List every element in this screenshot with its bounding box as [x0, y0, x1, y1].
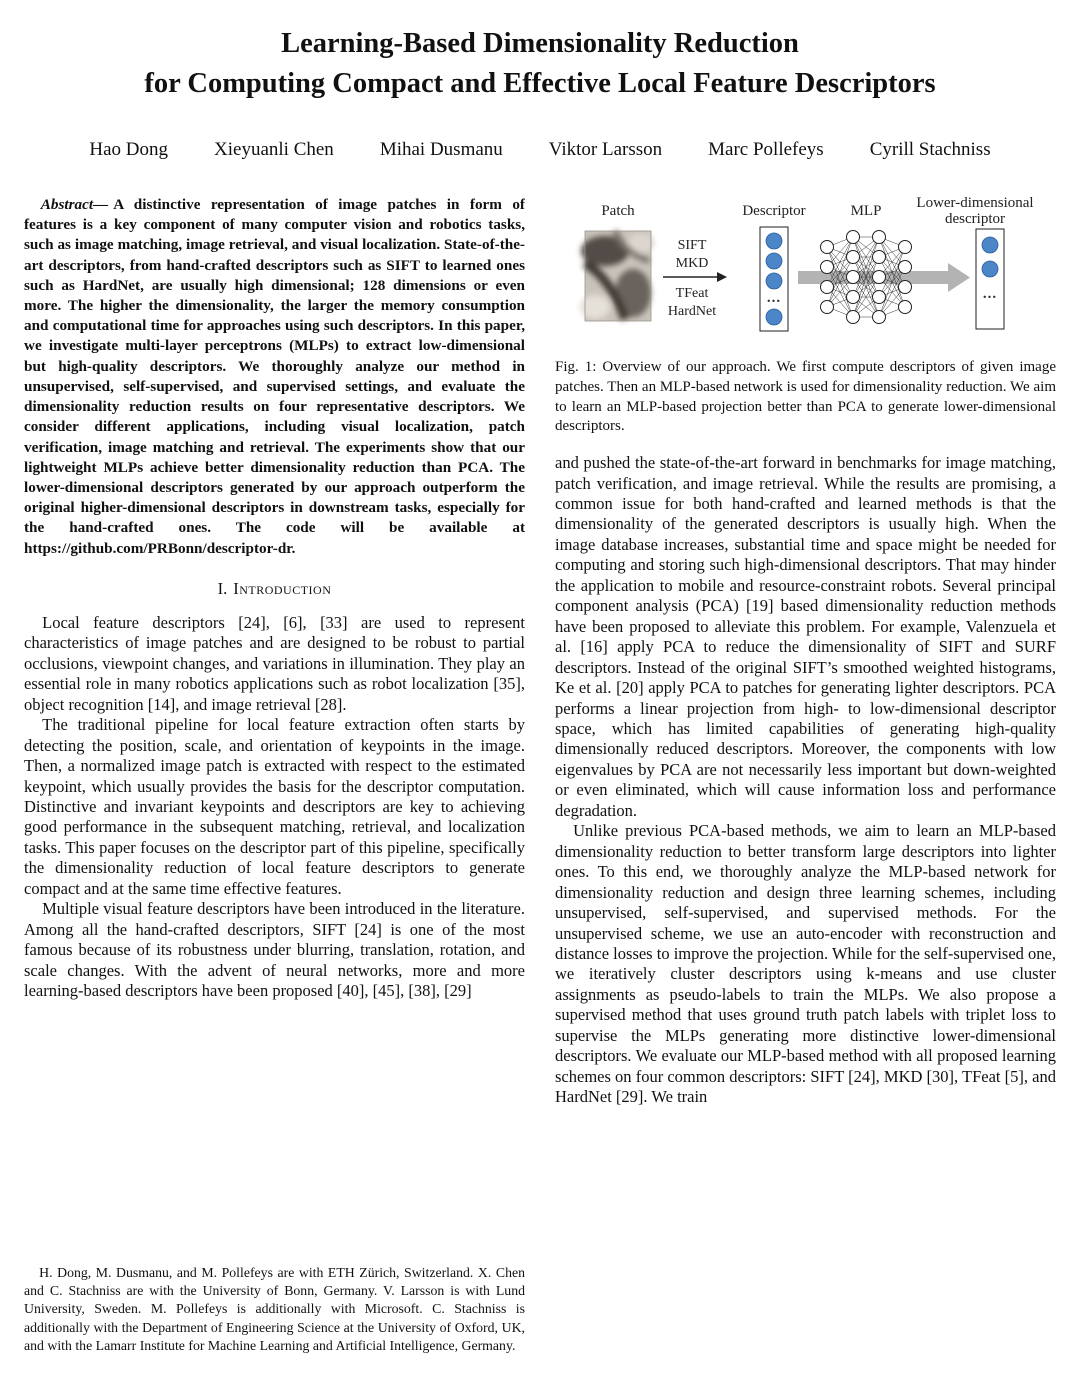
mlp-node: [873, 270, 886, 283]
two-column-body: [24, 195, 1056, 1355]
right-paragraph-2: Unlike previous PCA-based methods, we aim to learn an MLP-based dimensionality reduction to better transform large descriptors into lighter ones. To this end, we thoroughly analyze the MLP-based network for dimensionality reduction and design three learning schemes, including unsupervised, self-supervised, and supervised methods. For the unsupervised scheme, we use an auto-encoder with reconstruction and distance losses to improve the projection. While for the self-supervised one, we iteratively cluster descriptors using k-means and use cluster assignments as pseudo-labels to train the MLPs. We also propose a supervised method that uses ground truth patch labels with triplet loss to supervise the MLPs generating more distinctive lower-dimensional descriptors. We evaluate our MLP-based method with all proposed learning schemes on four common descriptors: SIFT [24], MKD [30], TFeat [5], and HardNet [29]. We train: [555, 821, 1056, 1107]
section-title: Introduction: [233, 578, 332, 598]
mlp-node: [821, 280, 834, 293]
mlp-node: [873, 310, 886, 323]
descriptor-dot: [766, 253, 782, 269]
lower-dim-dot: [982, 237, 998, 253]
mlp-node: [847, 230, 860, 243]
method-sift: SIFT: [677, 237, 707, 253]
patch-to-descriptor-arrow: [663, 272, 727, 282]
author-name: Mihai Dusmanu: [379, 138, 503, 160]
author-name: Marc Pollefeys: [708, 138, 824, 160]
descriptor-vector: [760, 227, 788, 331]
mlp-node: [899, 240, 912, 253]
method-hardnet: HardNet: [667, 303, 717, 319]
right-paragraph-1: and pushed the state-of-the-art forward in benchmarks for image matching, patch verification, and image retrieval. While the results are promising, a common issue for both hand-crafted and learned methods is that the dimensionality of the generated descriptors is usually high. When the image database increases, substantial time and space might be needed for computing and storing such high-dimensional descriptors. That may hinder the application to mobile and resource-constraint robots. Several principal component analysis (PCA) [19] based dimensionality reduction methods have been proposed to alleviate this problem. For example, Valenzuela et al. [16] apply PCA to reduce the dimensionality of SIFT and SURF descriptors. Instead of the original SIFT’s smoothed weighted histograms, Ke et al. [20] apply PCA to patches for generating lighter descriptors. PCA performs a linear projection from high- to low-dimensional descriptor space, which has limited capabilities of generating high-quality dimensionally reduced descriptors. Moreover, the components with low eigenvalues by PCA are not necessarily less important but down-weighted or even eliminated, which will cause information loss and performance degradation.: [555, 453, 1056, 820]
mlp-node: [847, 310, 860, 323]
method-tfeat: TFeat: [675, 285, 709, 301]
mlp-node: [847, 270, 860, 283]
abstract-label: Abstract—: [40, 195, 109, 213]
descriptor-dot: [766, 233, 782, 249]
lower-dim-dot: [982, 261, 998, 277]
author-name: Cyrill Stachniss: [869, 138, 991, 160]
paper-title: [0, 0, 1080, 105]
mlp-node: [821, 240, 834, 253]
section-number: I.: [217, 578, 228, 598]
right-column: [555, 195, 1056, 1355]
abstract: [24, 195, 525, 559]
patch-label: Patch: [601, 202, 635, 219]
abstract-text: A distinctive representation of image patches in form of features is a key component of many computer vision and robotics tasks, such as image matching, image retrieval, and visual localization. State-of-the-art descriptors, from hand-crafted descriptors such as SIFT to learned ones such as HardNet, are usually high dimensional; 128 dimensions or even more. The higher the dimensionality, the larger the memory consumption and computational time for approaches using such descriptors. In this paper, we investigate multi-layer perceptrons (MLPs) to extract low-dimensional but high-quality descriptors. We thoroughly analyze our method in unsupervised, self-supervised, and supervised settings, and evaluate the dimensionality reduction results on four representative descriptors. We consider different applications, including visual localization, patch verification, image matching and retrieval. The experiments show that our lightweight MLPs achieve better dimensionality reduction than PCA. The lower-dimensional descriptors generated by our approach outperform the original higher-dimensional descriptors in downstream tasks, especially for the hand-crafted ones. The code will be available at https://github.com/PRBonn/descriptor-dr.: [24, 195, 525, 557]
section-heading-introduction: [24, 579, 525, 599]
mlp-node: [821, 260, 834, 273]
descriptor-dot: [766, 273, 782, 289]
lower-dim-descriptor-vector: [976, 229, 1004, 329]
title-line-1: Learning-Based Dimensionality Reduction: [281, 28, 799, 59]
authors-row: [0, 139, 1080, 161]
mlp-node: [899, 280, 912, 293]
figure-1: [555, 195, 1056, 437]
method-mkd: MKD: [675, 255, 709, 271]
mlp-node: [899, 300, 912, 313]
patch-image: [580, 231, 654, 321]
mlp-label: MLP: [850, 202, 882, 219]
mlp-node: [847, 290, 860, 303]
intro-paragraph-2: The traditional pipeline for local feature extraction often starts by detecting the position, scale, and orientation of keypoints in the image. Then, a normalized image patch is extracted with respect to the estimated keypoint, which usually provides the basis for the descriptor computation. Distinctive and invariant keypoints and descriptors are key to achieving good performance in the subsequent matching, retrieval, and localization tasks. This paper focuses on the descriptor part of this pipeline, specifically the dimensionality reduction of local feature descriptors to generate compact and at the same time effective features.: [24, 715, 525, 898]
figure-1-diagram: [555, 195, 1056, 347]
lower-dim-label-line1: Lower-dimensional: [916, 194, 1034, 211]
lower-dim-ellipsis: ...: [982, 285, 998, 302]
mlp-node: [873, 290, 886, 303]
mlp-node: [873, 250, 886, 263]
mlp-node: [847, 250, 860, 263]
left-column: [24, 195, 525, 1355]
mlp-node: [899, 260, 912, 273]
intro-paragraph-1: Local feature descriptors [24], [6], [33] are used to represent characteristics of image patches and are designed to be robust to partial occlusions, viewpoint changes, and variations in illumination. They play an essential role in many robotics applications such as robot localization [35], object recognition [14], and image retrieval [28].: [24, 612, 525, 714]
descriptor-dot: [766, 309, 782, 325]
author-name: Hao Dong: [89, 138, 169, 160]
intro-paragraph-3: Multiple visual feature descriptors have been introduced in the literature. Among all the hand-crafted descriptors, SIFT [24] is one of the most famous because of its robustness under blurring, translation, rotation, and scale changes. With the advent of neural networks, more and more learning-based descriptors have been proposed [40], [45], [38], [29]: [24, 899, 525, 1001]
descriptor-ellipsis: ...: [766, 289, 782, 306]
mlp-node: [821, 300, 834, 313]
author-name: Xieyuanli Chen: [214, 138, 334, 160]
descriptor-label: Descriptor: [742, 202, 806, 219]
author-affiliations-footnote: H. Dong, M. Dusmanu, and M. Pollefeys are with ETH Zürich, Switzerland. X. Chen and C. Stachniss are with the University of Bonn, Germany. V. Larsson is with Lund University, Sweden. M. Pollefeys is additionally with Microsoft. C. Stachniss is additionally with the Department of Engineering Science at the University of Oxford, UK, and with the Lamarr Institute for Machine Learning and Artificial Intelligence, Germany.: [24, 1264, 525, 1353]
author-name: Viktor Larsson: [548, 138, 663, 160]
mlp-node: [873, 230, 886, 243]
title-line-2: for Computing Compact and Effective Local Feature Descriptors: [144, 68, 936, 100]
lower-dim-label-line2: descriptor: [945, 210, 1005, 227]
figure-1-caption: Fig. 1: Overview of our approach. We first compute descriptors of given image patches. Then an MLP-based network is used for dimensionality reduction. We aim to learn an MLP-based projection better than PCA to generate lower-dimensional descriptors.: [555, 358, 1056, 435]
